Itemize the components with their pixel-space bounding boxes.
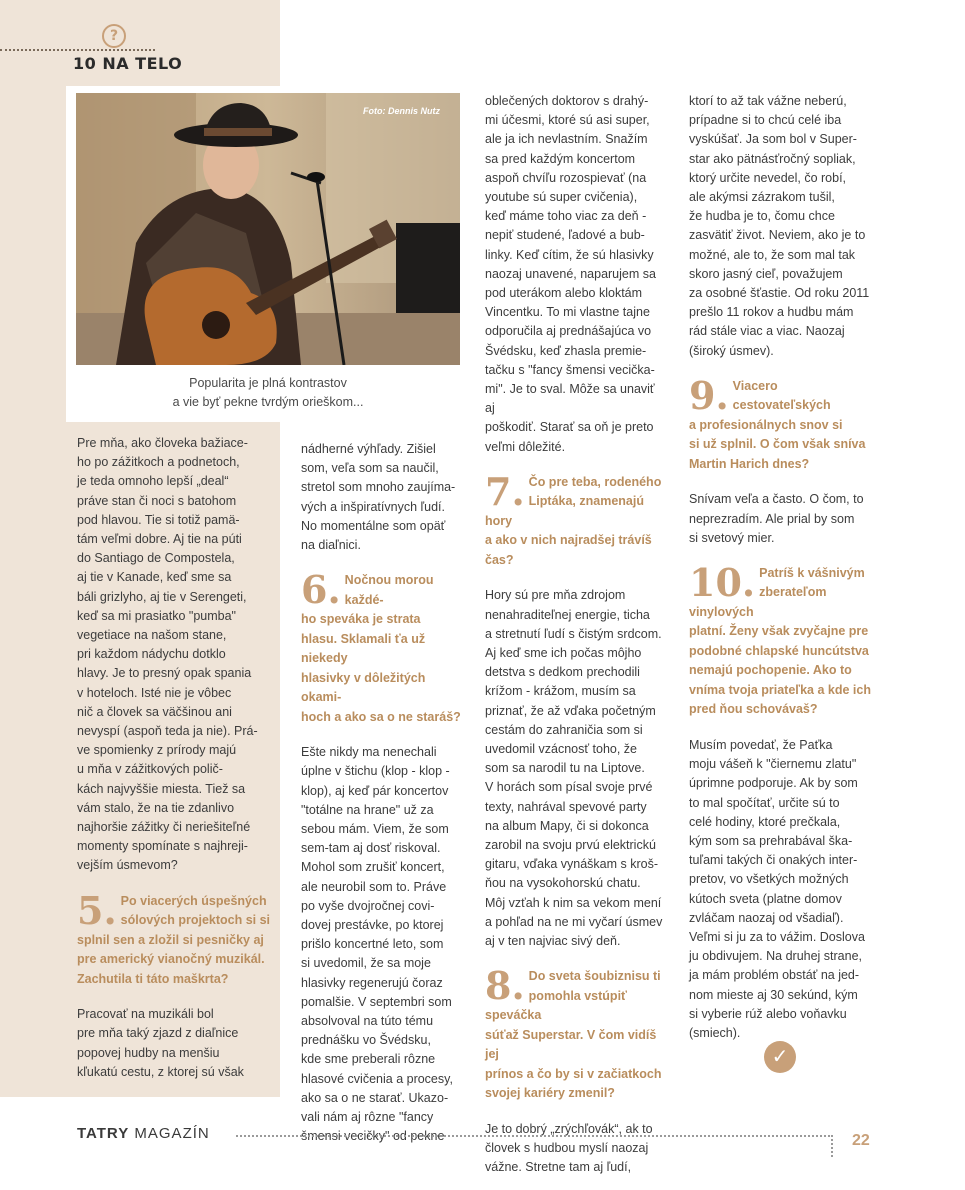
paragraph: Snívam veľa a často. O čom, to neprezradím. Ale prial by som si svetový mier. [689, 492, 864, 545]
column-3 [485, 92, 665, 1177]
photo-guitarist [76, 93, 460, 365]
question-8 [485, 963, 665, 1104]
question-text: Po viacerých úspešných sólových projektoch si si splnil sen a zložil si pesničky aj pre americký vianočný muzikál. Zachutila ti táto maškrta? [77, 893, 271, 986]
question-text: Nočnou morou každé- ho speváka je strata hlasu. Sklamali ťa už niekedy hlasivky v dôležitých okami- hoch a ako sa o ne staráš? [301, 573, 461, 724]
question-number: 7. [485, 468, 525, 514]
question-circle-icon: ? [102, 24, 126, 48]
question-number: 9. [689, 372, 729, 418]
page-number: 22 [852, 1132, 870, 1149]
caption-line: Popularita je plná kontrastov [189, 376, 347, 390]
paragraph: Pre mňa, ako človeka bažiace- ho po zážitkoch a podnetoch, je teda omnoho lepší „deal“ práve stan či noci s batohom pod hlavou. Tie si totiž pamä- tám veľmi dobre. Aj tie na púti do Santiago de Compostela, aj tie v Kanade, keď sme sa báli grizlyho, aj tie v Serengeti, keď sa mi prasiatko "pumba" vegetiace na našom stane, pri každom nádychu dotklo hlavy. Je to presný opak spania v hoteloch. Isté nie je vôbec nič a človek sa väčšinou ani nevyspí (aspoň teda ja nie). Prá- ve spomienky z prírody majú u mňa v zážitkových polič- kách najvyššie miesta. Tiež sa vám stalo, že na tie zdanlivo najhoršie zážitky či neriešiteľné momenty spomínate s najhreji- vejším úsmevom? [77, 436, 258, 873]
question-text: Patríš k vášnivým zberateľom vinylových platní. Ženy však zvyčajne pre podobné chlapské huncútstva nemajú pochopenie. Ako to vníma tvoja priateľka a kde ich pred ňou schovávaš? [689, 565, 871, 717]
question-text: Čo pre teba, rodeného Liptáka, znamenajú hory a ako v nich najradšej trávíš čas? [485, 474, 662, 567]
question-text: Do sveta šoubiznisu ti pomohla vstúpiť speváčka súťaž Superstar. V čom vidíš jej prínos a čo by si v začiatkoch svojej kariéry zmenil? [485, 969, 662, 1101]
question-text: Viacero cestovateľských a profesionálnych snov si si už splnil. O čom však sníva Martin Harich dnes? [689, 378, 866, 471]
question-6 [301, 567, 466, 727]
footer-divider-vertical [831, 1135, 833, 1157]
question-9 [689, 372, 874, 475]
paragraph: Je to dobrý „zrýchľovák“, ak to človek s hudbou myslí naozaj vážne. Stretne tam aj ľudí, [485, 1121, 653, 1175]
question-7 [485, 468, 665, 571]
dotted-divider [0, 49, 155, 51]
footer-divider [236, 1135, 830, 1137]
question-number: 10. [689, 559, 756, 605]
photo-credit: Foto: Dennis Nutz [363, 106, 440, 116]
footer-brand [77, 1125, 210, 1142]
question-number: 6. [301, 567, 341, 613]
paragraph: Hory sú pre mňa zdrojom nenahraditeľnej energie, ticha a stretnutí ľudí s čistým srdcom. Aj keď sme ich počas môjho detstva s dedkom prechodili krížom - krážom, musím sa priznať, že až vďaka početným cestám do zahraničia som si uvedomil vzácnosť toho, že som sa narodil tu na Liptove. V horách som písal svoje prvé texty, nahrával spevové party na album Mapy, či si dokonca zarobil na svoju prvú elektrickú gitaru, vďaka vynáškam s kroš- ňou na vysokohorskú chatu. Môj vzťah k nim sa vekom mení a pohľad na ne mi vyčarí úsmev aj v ten najviac sivý deň. [485, 588, 663, 949]
paragraph: Musím povedať, že Paťka moju vášeň k "čiernemu zlatu" úprimne podporuje. Ak by som to mal spočítať, určite sú to celé hodiny, ktoré prečkala, kým som sa prehrabával ška- tuľami takých či onakých inter- pretov, vo všetkých možných kútoch sveta (platne domov zvláčam naozaj od všadiaľ). Veľmi si ju za to vážim. Doslova ju obdivujem. Na druhej strane, ja mám problém obstáť na jed- nom mieste aj 30 sekúnd, kým si vyberie rúž alebo voňavku (smiech). [689, 737, 865, 1040]
question-number: 5. [77, 887, 117, 933]
column-1 [77, 434, 277, 1082]
check-circle-icon: ✓ [764, 1041, 796, 1073]
question-number: 8. [485, 963, 525, 1009]
paragraph: oblečených doktorov s drahý- mi účesmi, ktoré sú asi super, ale ja ich nevlastním. Snažím sa pred každým koncertom aspoň chvíľu rozospievať (na youtube sú super cvičenia), keď máme toho viac za deň - nepiť studené, ľadové a bub- linky. Keď cítim, že sú hlasivky naozaj unavené, naparujem sa pod uterákom alebo kloktám Vincentku. To mi vlastne tajne odporučila aj prednášajúca vo Švédsku, keď zhasla premie- tačku s "fancy šmensi vecička- mi". Je to sval. Môže sa unaviť aj poškodiť. Starať sa oň je preto veľmi dôležité. [485, 94, 656, 454]
brand-bold: TATRY [77, 1125, 130, 1142]
question-5 [77, 887, 277, 990]
section-title: 10 NA TELO [73, 54, 183, 73]
question-10 [689, 559, 874, 720]
brand-light: MAGAZÍN [134, 1125, 210, 1142]
photo-caption [76, 374, 460, 412]
column-4 [689, 92, 874, 1043]
paragraph: Pracovať na muzikáli bol pre mňa taký zjazd z diaľnice popovej hudby na menšiu kľukatú cestu, z ktorej sú však [77, 1007, 244, 1079]
caption-line: a vie byť pekne tvrdým orieškom... [172, 395, 364, 409]
paragraph: ktorí to až tak vážne neberú, prípadne si to chcú celé iba vyskúšať. Ja som bol v Super- star ako pätnásťročný sopliak, ktorý určite nevedel, čo robí, ale akýmsi zázrakom tušil, že hudba je to, čomu chce zasvätiť život. Neviem, ako je to možné, ale to, že som mal tak skoro jasný cieľ, považujem za osobné šťastie. Od roku 2011 prešlo 11 rokov a hudbu mám rád stále viac a viac. Naozaj (široký úsmev). [689, 94, 870, 358]
column-2 [301, 440, 466, 1146]
paragraph: nádherné výhľady. Zišiel som, veľa som sa naučil, stretol som mnoho zaujíma- vých a inšpiratívnych ľudí. No momentálne som opäť na diaľnici. [301, 442, 456, 553]
paragraph: Ešte nikdy ma nenechali úplne v štichu (klop - klop - klop), aj keď pár koncertov "totálne na hrane" už za sebou mám. Viem, že som sem-tam aj dosť riskoval. Mohol som zrušiť koncert, ale neurobil som to. Práve po vyše dvojročnej covi- dovej prestávke, po ktorej prišlo koncertné leto, som si uvedomil, že sa moje hlasivky regenerujú čoraz pomalšie. V septembri som absolvoval na túto tému prednášku vo Švédsku, kde sme preberali rôzne hlasové cvičenia a procesy, ako sa o ne starať. Ukazo- vali nám aj rôzne "fancy šmensi vecičky" od pekne [301, 745, 453, 1144]
